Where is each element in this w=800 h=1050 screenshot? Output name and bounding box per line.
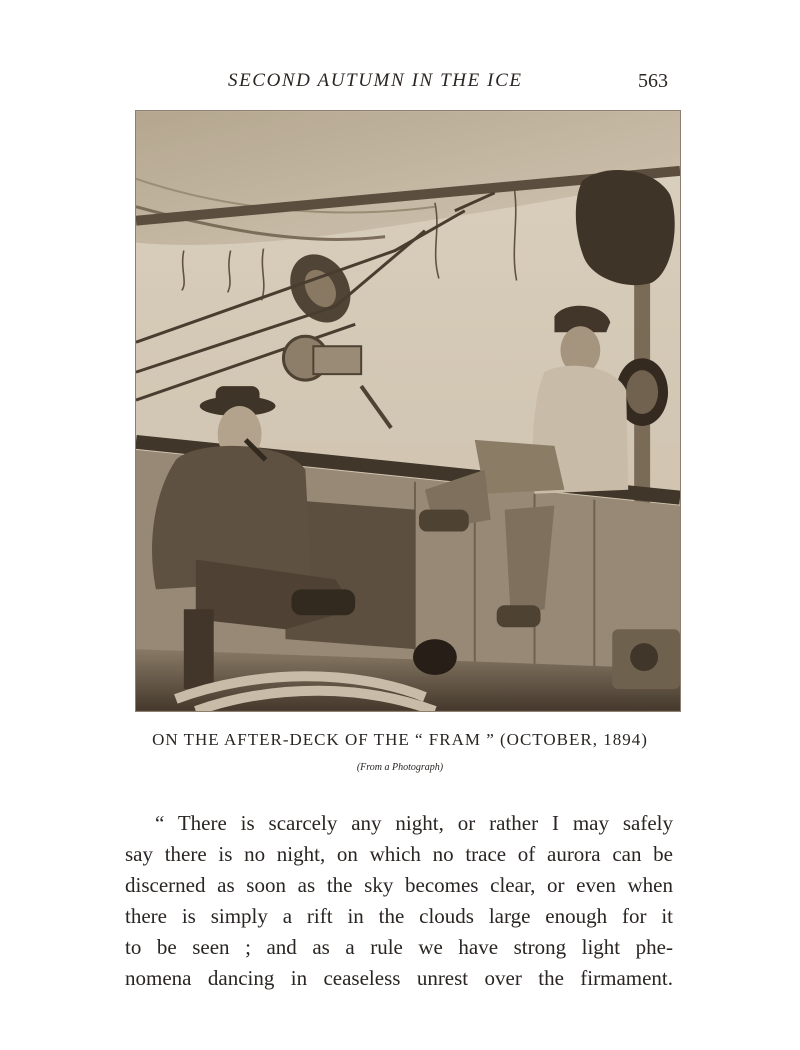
text-line: to be seen ; and as a rule we have strong light phe-	[125, 935, 673, 959]
text-line: say there is no night, on which no trace of aurora can be	[125, 842, 673, 866]
sepia-tone	[136, 111, 680, 711]
text-line: nomena dancing in ceaseless unrest over the firmament.	[125, 966, 673, 990]
photograph-plate	[135, 110, 681, 712]
deck-photograph	[136, 111, 680, 711]
text-line: “ There is scarcely any night, or rather I may safely	[155, 811, 673, 835]
figure-caption: ON THE AFTER-DECK OF THE “ FRAM ” (OCTOBER, 1894)	[152, 730, 648, 749]
text-line: there is simply a rift in the clouds large enough for it	[125, 904, 673, 928]
text-line: discerned as soon as the sky becomes clear, or even when	[125, 873, 673, 897]
figure-credit: (From a Photograph)	[356, 762, 444, 773]
running-title: SECOND AUTUMN IN THE ICE	[228, 70, 523, 91]
body-paragraph	[125, 808, 673, 994]
page-number: 563	[638, 70, 668, 92]
running-head	[0, 68, 800, 98]
